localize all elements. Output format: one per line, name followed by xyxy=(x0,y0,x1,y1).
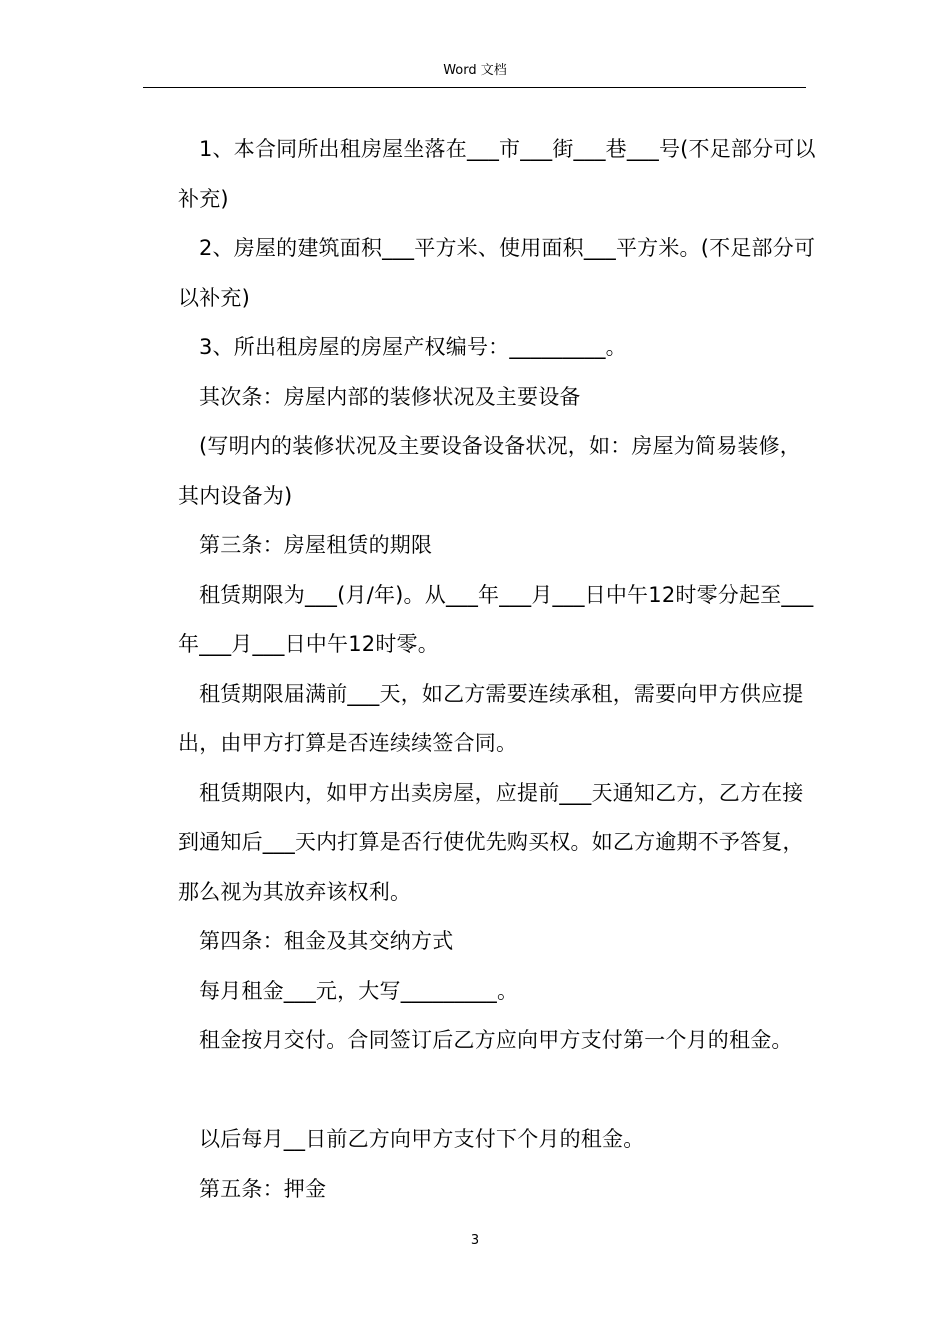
header-divider xyxy=(143,87,806,88)
article-five-heading: 第五条：押金 xyxy=(199,1176,327,1201)
lease-term-paragraph: 租赁期限为___(月/年)。从___年___月___日中午12时零分起至___年___月___日中午12时零。 xyxy=(178,582,814,656)
article-four-heading: 第四条：租金及其交纳方式 xyxy=(199,929,454,953)
monthly-rent-paragraph: 每月租金___元，大写_________。 xyxy=(199,978,519,1003)
page-header: Word 文档 xyxy=(443,63,507,78)
article-two-heading: 其次条：房屋内部的装修状况及主要设备 xyxy=(199,384,581,409)
document-body xyxy=(178,125,818,1214)
blank-line xyxy=(178,1066,818,1116)
clause-property-number: 3、所出租房屋的房屋产权编号：_________。 xyxy=(199,335,627,359)
clause-location: 1、本合同所出租房屋坐落在___市___街___巷___号(不足部分可以补充) xyxy=(178,137,816,211)
page-number: 3 xyxy=(470,1233,480,1248)
clause-area: 2、房屋的建筑面积___平方米、使用面积___平方米。(不足部分可以补充) xyxy=(178,236,816,310)
lease-renewal-paragraph: 租赁期限届满前___天，如乙方需要连续承租，需要向甲方供应提出，由甲方打算是否连续续签合同。 xyxy=(178,681,804,755)
article-three-heading: 第三条：房屋租赁的期限 xyxy=(199,533,433,557)
subsequent-rent-paragraph: 以后每月__日前乙方向甲方支付下个月的租金。 xyxy=(199,1127,645,1151)
preemptive-right-paragraph: 租赁期限内，如甲方出卖房屋，应提前___天通知乙方，乙方在接到通知后___天内打算是否行使优先购买权。如乙方逾期不予答复，那么视为其放弃该权利。 xyxy=(178,780,804,904)
article-two-note: (写明内的装修状况及主要设备设备状况，如：房屋为简易装修，其内设备为) xyxy=(178,434,801,508)
rent-payment-paragraph: 租金按月交付。合同签订后乙方应向甲方支付第一个月的租金。 xyxy=(199,1028,793,1052)
